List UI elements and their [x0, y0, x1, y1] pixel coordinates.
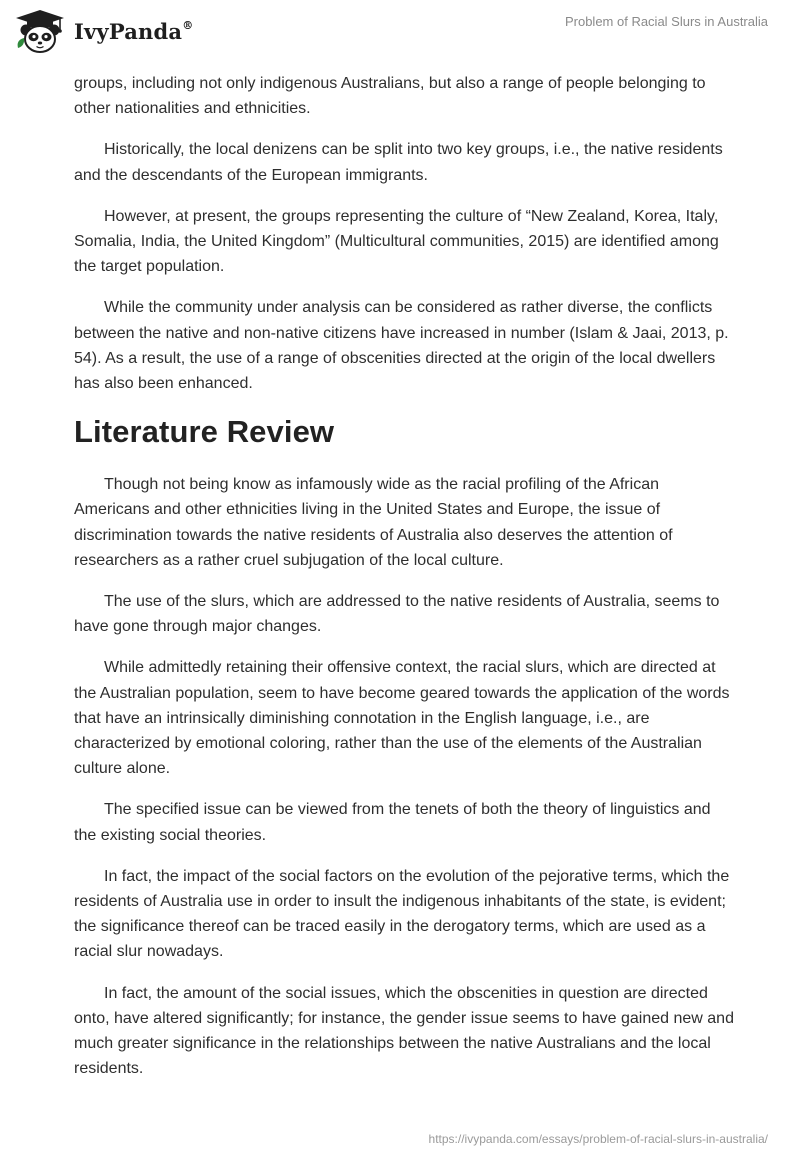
paragraph: The use of the slurs, which are addressed to the native residents of Australia, seems to have gone through major changes. [74, 593, 720, 636]
document-title: Problem of Racial Slurs in Australia [564, 14, 768, 29]
source-url[interactable]: https://ivypanda.com/essays/problem-of-racial-slurs-in-australia/ [428, 1132, 768, 1146]
paragraph: The specified issue can be viewed from the tenets of both the theory of linguistics and the existing social theories. [74, 801, 711, 844]
paragraph: However, at present, the groups representing the culture of “New Zealand, Korea, Italy, Somalia, India, the United Kingdom” (Multicultural communities, 2015) are identified among the target population. [74, 207, 719, 276]
paragraph: Though not being know as infamously wide as the racial profiling of the African Americans and other ethnicities living in the United States and Europe, the issue of discrimination towards the native residents of Australia also deserves the attention of researchers as a rather cruel subjugation of the local culture. [74, 476, 673, 569]
page-header [0, 0, 800, 70]
paragraph: groups, including not only indigenous Australians, but also a range of people belonging to other nationalities and ethnicities. [74, 75, 706, 118]
paragraph: While admittedly retaining their offensive context, the racial slurs, which are directed at the Australian population, seem to have become geared towards the application of the words that have an intrinsically diminishing connotation in the English language, i.e., are characterized by emotional coloring, rather than the use of the elements of the Australian culture alone. [74, 659, 730, 778]
ivypanda-logo[interactable] [14, 8, 193, 54]
paragraph: In fact, the impact of the social factors on the evolution of the pejorative terms, which the residents of Australia use in order to insult the indigenous inhabitants of the state, is evident; the significance thereof can be traced easily in the derogatory terms, which are used as a racial slur nowadays. [74, 867, 730, 961]
panda-graduate-icon [14, 8, 66, 54]
paragraph: Historically, the local denizens can be split into two key groups, i.e., the native residents and the descendants of the European immigrants. [74, 141, 723, 184]
brand-name: IvyPanda® [74, 18, 194, 44]
section-heading: Literature Review [74, 414, 335, 450]
paragraph: While the community under analysis can be considered as rather diverse, the conflicts between the native and non-native citizens have increased in number (Islam & Jaai, 2013, p. 54). As a result, the use of a range of obscenities directed at the origin of the local dwellers has also been enhanced. [74, 299, 729, 393]
article-body [74, 71, 734, 1098]
paragraph: In fact, the amount of the social issues, which the obscenities in question are directed onto, have altered significantly; for instance, the gender issue seems to have gained new and much greater significance in the relationships between the native Australians and the local residents. [74, 984, 734, 1078]
